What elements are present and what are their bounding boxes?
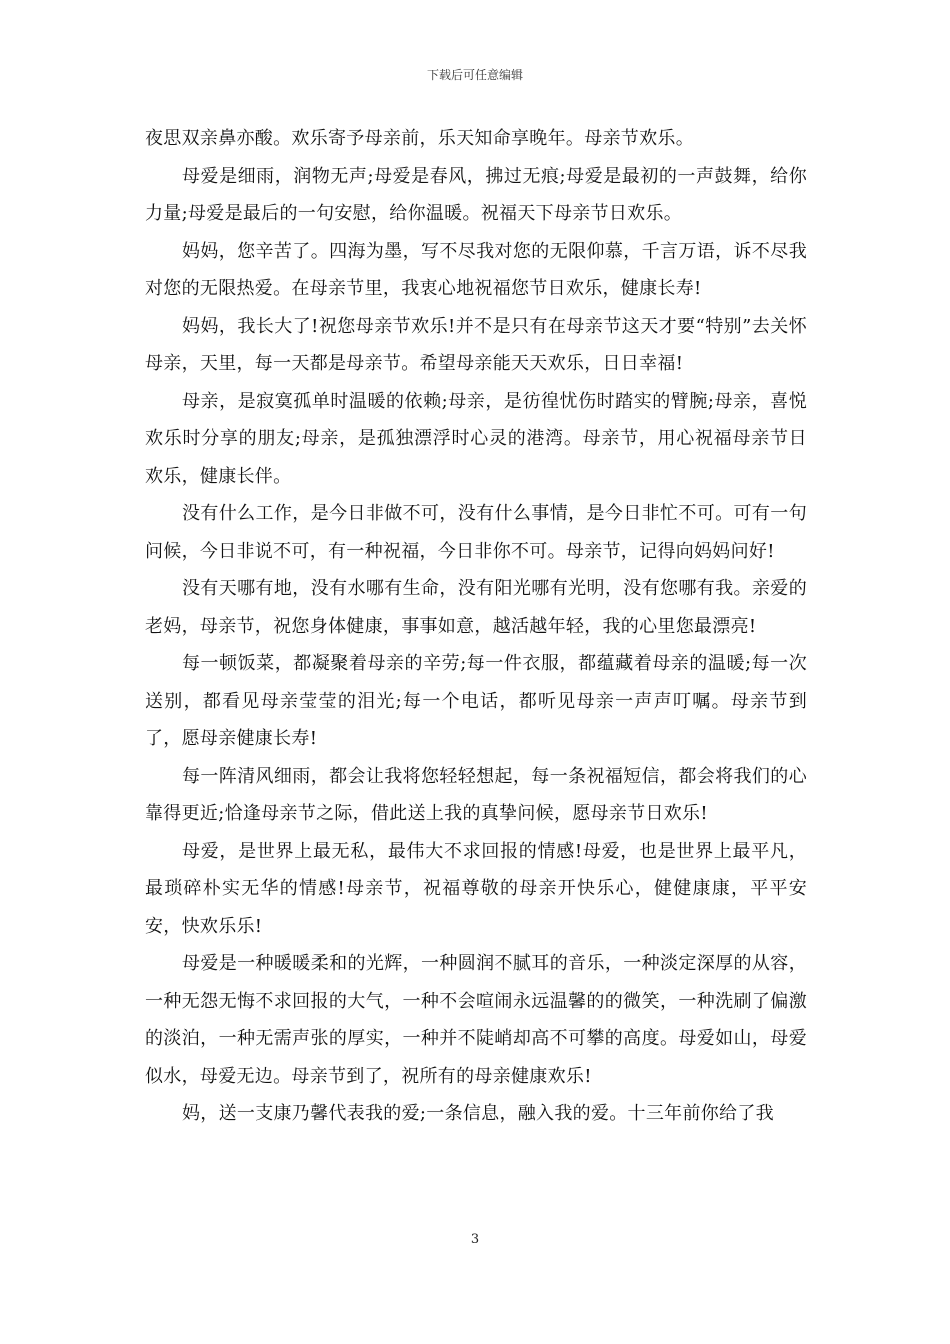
paragraph: 母亲，是寂寞孤单时温暖的依赖;母亲，是彷徨忧伤时踏实的臂腕;母亲，喜悦欢乐时分享的朋友;母亲，是孤独漂浮时心灵的港湾。母亲节，用心祝福母亲节日欢乐，健康长伴。	[145, 390, 807, 487]
paragraph: 没有什么工作，是今日非做不可，没有什么事情，是今日非忙不可。可有一句问候，今日非说不可，有一种祝福，今日非你不可。母亲节，记得向妈妈问好!	[145, 503, 807, 562]
paragraph: 母爱，是世界上最无私，最伟大不求回报的情感!母爱，也是世界上最平凡，最琐碎朴实无华的情感!母亲节，祝福尊敬的母亲开快乐心，健健康康，平平安安，快欢乐乐!	[145, 840, 807, 937]
paragraph: 每一阵清风细雨，都会让我将您轻轻想起，每一条祝福短信，都会将我们的心靠得更近;恰逢母亲节之际，借此送上我的真挚问候，愿母亲节日欢乐!	[145, 765, 807, 824]
paragraph: 母爱是细雨，润物无声;母爱是春风，拂过无痕;母爱是最初的一声鼓舞，给你力量;母爱是最后的一句安慰，给你温暖。祝福天下母亲节日欢乐。	[145, 165, 807, 224]
paragraph: 妈妈，您辛苦了。四海为墨，写不尽我对您的无限仰慕，千言万语，诉不尽我对您的无限热爱。在母亲节里，我衷心地祝福您节日欢乐，健康长寿!	[145, 240, 807, 299]
page-header-note: 下载后可任意编辑	[426, 68, 523, 82]
paragraph: 妈妈，我长大了!祝您母亲节欢乐!并不是只有在母亲节这天才要“特别”去关怀母亲，天里，每一天都是母亲节。希望母亲能天天欢乐，日日幸福!	[145, 315, 807, 374]
document-body	[145, 120, 807, 1133]
paragraph: 妈，送一支康乃馨代表我的爱;一条信息，融入我的爱。十三年前你给了我	[182, 1103, 774, 1124]
paragraph: 没有天哪有地，没有水哪有生命，没有阳光哪有光明，没有您哪有我。亲爱的老妈，母亲节，祝您身体健康，事事如意，越活越年轻，我的心里您最漂亮!	[145, 578, 807, 637]
paragraph: 母爱是一种暖暖柔和的光辉，一种圆润不腻耳的音乐，一种淡定深厚的从容，一种无怨无悔不求回报的大气，一种不会喧闹永远温馨的的微笑，一种洗刷了偏激的淡泊，一种无需声张的厚实，一种并不陡峭却高不可攀的高度。母爱如山，母爱似水，母爱无边。母亲节到了，祝所有的母亲健康欢乐!	[145, 953, 807, 1087]
paragraph: 夜思双亲鼻亦酸。欢乐寄予母亲前，乐天知命享晚年。母亲节欢乐。	[145, 128, 694, 149]
paragraph: 每一顿饭菜，都凝聚着母亲的辛劳;每一件衣服，都蕴藏着母亲的温暖;每一次送别，都看见母亲莹莹的泪光;每一个电话，都听见母亲一声声叮嘱。母亲节到了，愿母亲健康长寿!	[145, 653, 807, 749]
page-number: 3	[470, 1232, 480, 1247]
